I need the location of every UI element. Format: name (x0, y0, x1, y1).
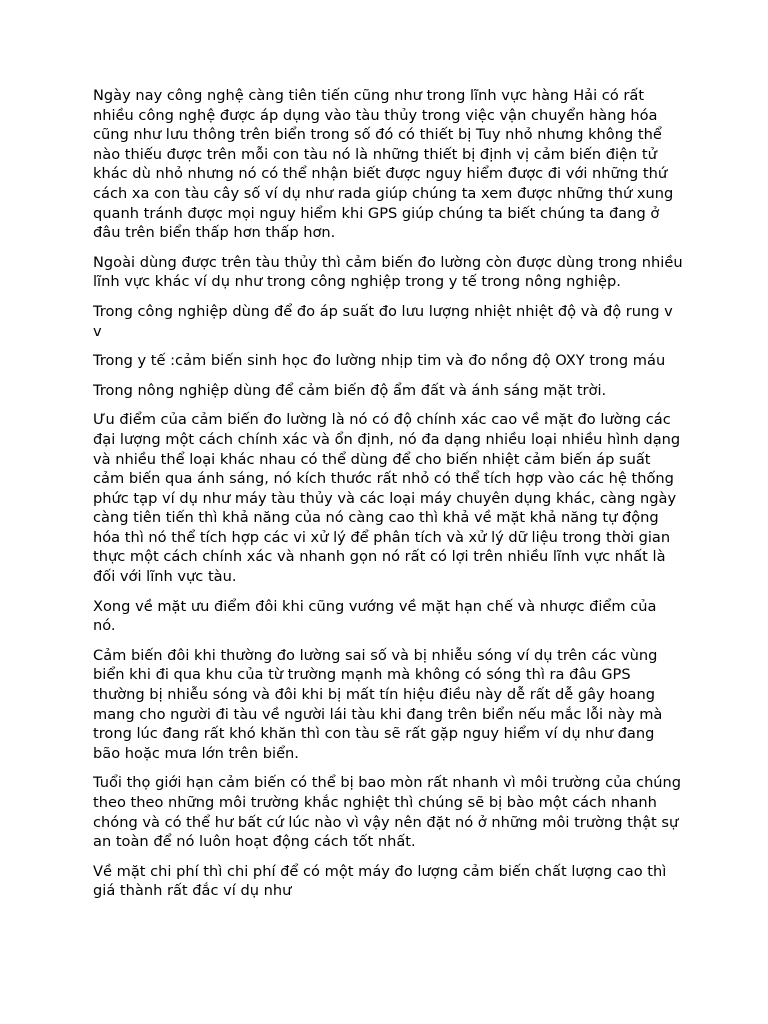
paragraph-agriculture: Trong nông nghiệp dùng để cảm biến độ ẩm đất và ánh sáng mặt trời. (93, 381, 607, 399)
paragraph-advantages: Ưu điểm của cảm biến đo lường là nó có độ chính xác cao về mặt đo lường các đại lượng một cách chính xác và ổn định, nó đa dạng nhiều loại nhiều hình dạng và nhiều thể loại khác nhau có thể dùng để cho biến nhiệt cảm biến áp suất cảm biến qua ánh sáng, nó kích thước rất nhỏ có thể tích hợp vào các hệ thống phức tạp ví dụ như máy tàu thủy và các loại máy chuyên dụng khác, càng ngày càng tiên tiến thì khả năng của nó càng cao thì khả về mặt khả năng tự động hóa thì nó thể tích hợp các vi xử lý để phân tích và xử lý dữ liệu trong thời gian thực một cách chính xác và nhanh gọn nó rất có lợi trên nhiều lĩnh vực nhất là đối với lĩnh vực tàu. (93, 411, 681, 586)
paragraph-intro: Ngày nay công nghệ càng tiên tiến cũng như trong lĩnh vực hàng Hải có rất nhiều công nghệ được áp dụng vào tàu thủy trong việc vận chuyển hàng hóa cũng như lưu thông trên biển trong số đó có thiết bị Tuy nhỏ nhưng không thể nào thiếu được trên mỗi con tàu nó là những thiết bị định vị cảm biến điện tử khác dù nhỏ nhưng nó có thể nhận biết được nguy hiểm được đi với những thứ cách xa con tàu cây số ví dụ như rada giúp chúng ta xem được những thứ xung quanh tránh được mọi nguy hiểm khi GPS giúp chúng ta biết chúng ta đang ở đâu trên biển thấp hơn thấp hơn. (93, 87, 674, 242)
paragraph-industry: Trong công nghiệp dùng để đo áp suất đo lưu lượng nhiệt nhiệt độ và độ rung v v (93, 302, 673, 340)
paragraph-cost: Về mặt chi phí thì chi phí để có một máy đo lượng cảm biến chất lượng cao thì giá thành rất đắc ví dụ như (93, 862, 667, 900)
paragraph-other-uses: Ngoài dùng được trên tàu thủy thì cảm biến đo lường còn được dùng trong nhiều lĩnh vực khác ví dụ như trong công nghiệp trong y tế trong nông nghiệp. (93, 253, 683, 291)
paragraph-medical: Trong y tế :cảm biến sinh học đo lường nhịp tim và đo nồng độ OXY trong máu (93, 352, 666, 370)
paragraph-transition: Xong về mặt ưu điểm đôi khi cũng vướng về mặt hạn chế và nhược điểm của nó. (93, 597, 657, 635)
paragraph-noise-errors: Cảm biến đôi khi thường đo lường sai số và bị nhiễu sóng ví dụ trên các vùng biển khi đi qua khu của từ trường mạnh mà không có sóng thì ra đâu GPS thường bị nhiễu sóng và đôi khi bị mất tín hiệu điều này dễ rất dễ gây hoang mang cho người đi tàu về người lái tàu khi đang trên biển nếu mắc lỗi này mà trong lúc đang rất khó khăn thì con tàu sẽ rất gặp nguy hiểm ví dụ như đang bão hoặc mưa lớn trên biển. (93, 646, 663, 762)
document-body (93, 86, 683, 911)
paragraph-lifespan: Tuổi thọ giới hạn cảm biến có thể bị bao mòn rất nhanh vì môi trường của chúng theo theo những môi trường khắc nghiệt thì chúng sẽ bị bào một cách nhanh chóng và có thể hư bất cứ lúc nào vì vậy nên đặt nó ở những môi trường thật sự an toàn để nó luôn hoạt động cách tốt nhất. (93, 774, 682, 851)
